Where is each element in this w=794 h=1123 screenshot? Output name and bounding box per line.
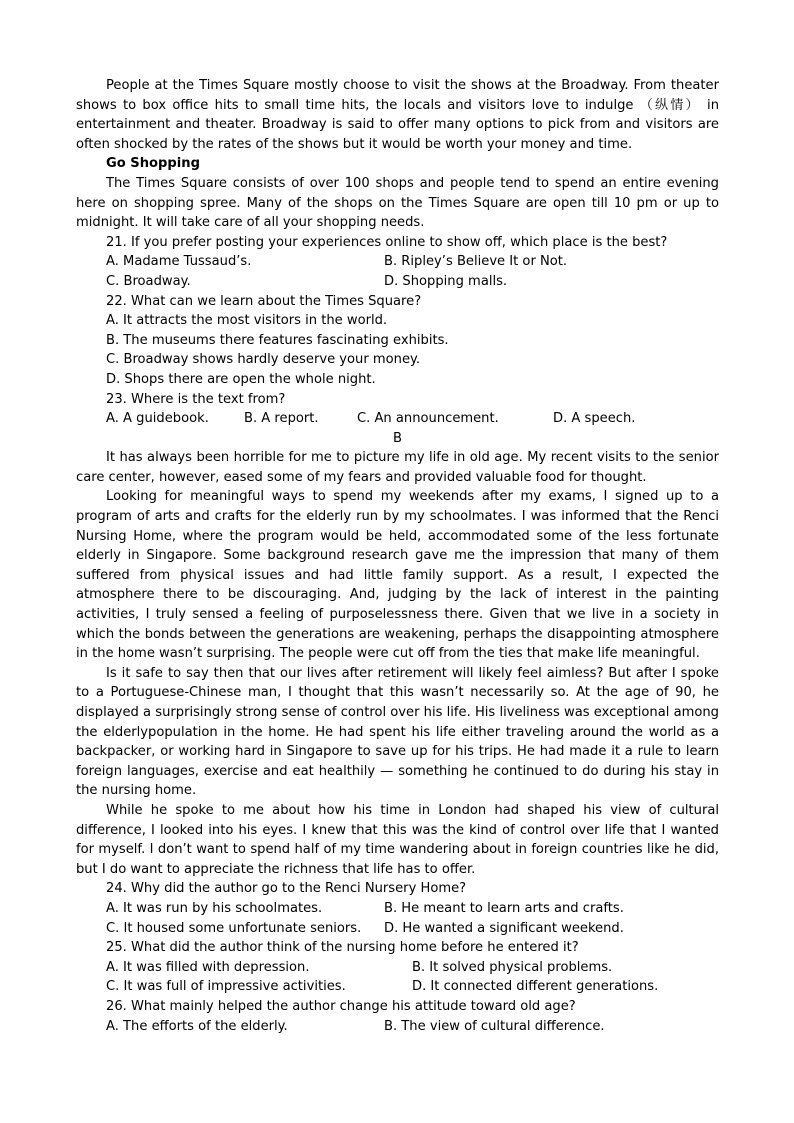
option-d: D. Shops there are open the whole night.	[106, 371, 376, 387]
question-25	[76, 938, 719, 997]
go-shopping-heading: Go Shopping	[106, 156, 200, 172]
passage-b-paragraph-2: Looking for meaningful ways to spend my weekends after my exams, I signed up to a program of arts and crafts for the elderly run by my schoolmates. I was informed that the Renci Nursing Home, where the program would be held, accommodated some of the less fortunate elderly in Singapore. Some background research gave me the impression that many of them suffered from physical issues and had little family support. As a result, I expected the atmosphere there to be discouraging. And, judging by the lack of interest in the painting activities, I truly sensed a feeling of purposelessness there. Given that we live in a society in which the bonds between the generations are weakening, perhaps the disappointing atmosphere in the home wasn’t surprising. The people were cut off from the ties that make life meaningful.	[76, 489, 719, 662]
passage-a-broadway-paragraph: People at the Times Square mostly choose to visit the shows at the Broadway. From theater shows to box office hits to small time hits, the locals and visitors love to indulge （纵情） in entertainment and theater. Broadway is said to offer many options to pick from and visitors are often shocked by the rates of the shows but it would be worth your money and time.	[76, 78, 719, 152]
question-23	[76, 390, 719, 429]
option-row	[76, 272, 719, 292]
option-c: C. Broadway shows hardly deserve your money.	[106, 352, 421, 368]
option-a: A. It was run by his schoolmates.	[106, 900, 323, 916]
option-a: A. It attracts the most visitors in the world.	[106, 313, 388, 329]
option-d: D. Shopping malls.	[384, 273, 508, 289]
passage-a-shopping-paragraph: The Times Square consists of over 100 shops and people tend to spend an entire evening here on shopping spree. Many of the shops on the Times Square are open till 10 pm or up to midnight. It will take care of all your shopping needs.	[76, 175, 719, 231]
option-d: D. A speech.	[553, 411, 636, 427]
option-d: D. He wanted a significant weekend.	[384, 920, 624, 936]
exam-page	[76, 76, 719, 1036]
option-b: B. The view of cultural difference.	[384, 1018, 605, 1034]
option-c: C. An announcement.	[357, 411, 499, 427]
question-24	[76, 879, 719, 938]
passage-b-label: B	[393, 430, 402, 446]
question-stem: 22. What can we learn about the Times Square?	[106, 293, 422, 309]
option-a: A. The efforts of the elderly.	[106, 1018, 288, 1034]
question-stem: 23. Where is the text from?	[106, 391, 286, 407]
option-b: B. A report.	[244, 411, 319, 427]
option-b: B. It solved physical problems.	[412, 959, 613, 975]
option-a: A. A guidebook.	[106, 411, 209, 427]
passage-b-paragraph-4: While he spoke to me about how his time in London had shaped his view of cultural difference, I looked into his eyes. I knew that this was the kind of control over life that I wanted for myself. I don’t want to spend half of my time wandering about in foreign countries like he did, but I do want to appreciate the richness that life has to offer.	[76, 802, 719, 877]
option-row	[76, 919, 719, 939]
question-21	[76, 233, 719, 292]
question-26	[76, 997, 719, 1036]
option-a: A. Madame Tussaud’s.	[106, 254, 252, 270]
question-22	[76, 292, 719, 390]
option-c: C. It was full of impressive activities.	[106, 979, 346, 995]
option-b: B. Ripley’s Believe It or Not.	[384, 254, 568, 270]
option-a: A. It was filled with depression.	[106, 959, 310, 975]
option-c: C. It housed some unfortunate seniors.	[106, 920, 362, 936]
option-d: D. It connected different generations.	[412, 979, 659, 995]
option-row	[76, 899, 719, 919]
option-b: B. The museums there features fascinating exhibits.	[106, 332, 449, 348]
option-c: C. Broadway.	[106, 273, 191, 289]
option-row	[76, 958, 719, 978]
passage-b-paragraph-1: It has always been horrible for me to picture my life in old age. My recent visits to the senior care center, however, eased some of my fears and provided valuable food for thought.	[76, 450, 719, 485]
passage-b-paragraph-3: Is it safe to say then that our lives after retirement will likely feel aimless? But after I spoke to a Portuguese-Chinese man, I thought that this wasn’t necessarily so. At the age of 90, he displayed a surprisingly strong sense of control over his life. His liveliness was exceptional among the elderlypopulation in the home. He had spent his life either traveling around the world as a backpacker, or working hard in Singapore to save up for his trips. He had made it a rule to learn foreign languages, exercise and eat healthily — something he continued to do during his stay in the nursing home.	[76, 665, 719, 799]
question-stem: 25. What did the author think of the nursing home before he entered it?	[106, 940, 579, 956]
option-row	[76, 409, 719, 429]
option-b: B. He meant to learn arts and crafts.	[384, 900, 624, 916]
option-row	[76, 252, 719, 272]
option-row	[76, 1017, 719, 1037]
question-stem: 24. Why did the author go to the Renci Nursery Home?	[106, 881, 467, 897]
question-stem: 21. If you prefer posting your experiences online to show off, which place is the best?	[106, 234, 668, 250]
question-stem: 26. What mainly helped the author change his attitude toward old age?	[106, 998, 576, 1014]
option-row	[76, 977, 719, 997]
